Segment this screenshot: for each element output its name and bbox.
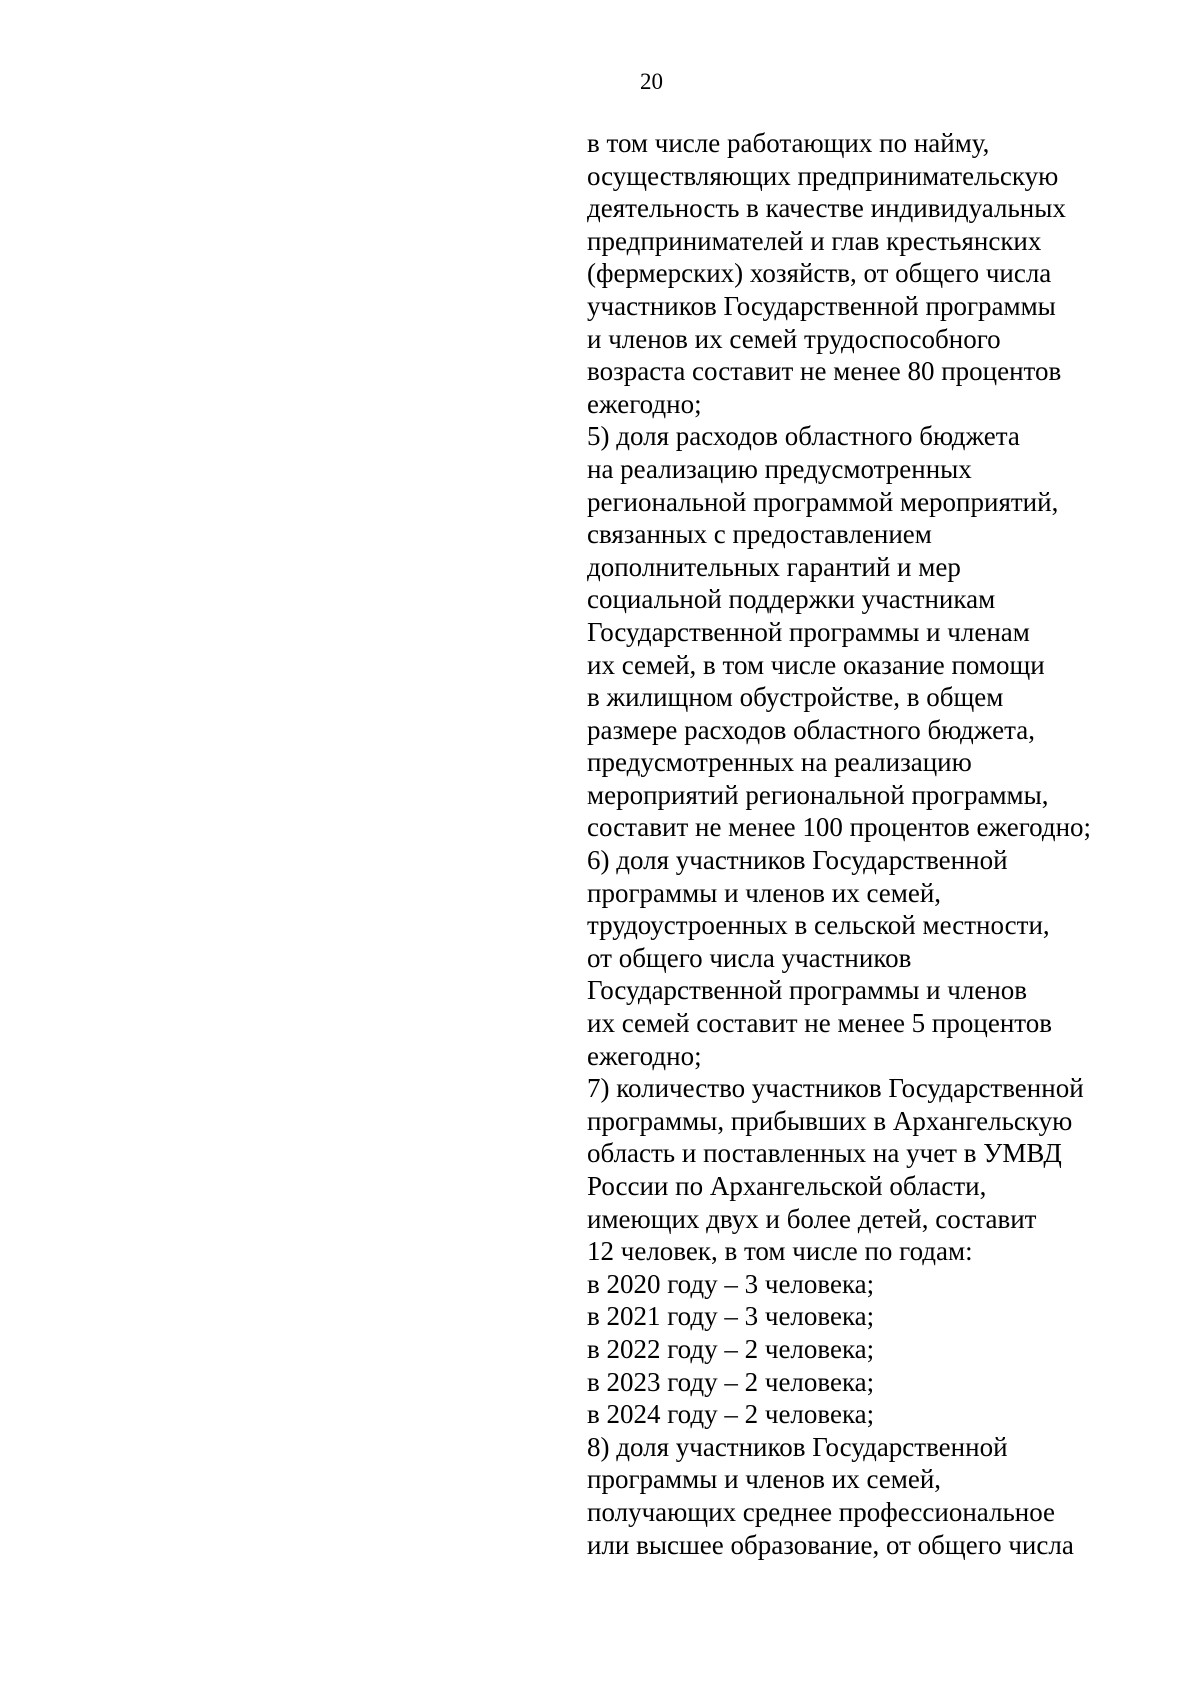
text-line: область и поставленных на учет в УМВД [587, 1138, 1062, 1169]
text-line: региональной программой мероприятий, [587, 486, 1059, 517]
text-line: в том числе работающих по найму, [587, 128, 990, 158]
text-line: в 2024 году – 2 человека; [587, 1399, 875, 1430]
text-line: программы и членов их семей, [587, 1464, 942, 1495]
text-line: 12 человек, в том числе по годам: [587, 1236, 973, 1267]
text-line: (фермерских) хозяйств, от общего числа [587, 258, 1052, 289]
text-line: предпринимателей и глав крестьянских [587, 225, 1042, 256]
text-line: 8) доля участников Государственной [587, 1431, 1008, 1462]
text-line: в 2023 году – 2 человека; [587, 1366, 875, 1397]
text-line: в 2022 году – 2 человека; [587, 1333, 875, 1364]
text-line: программы, прибывших в Архангельскую [587, 1105, 1073, 1136]
text-line: составит не менее 100 процентов ежегодно; [587, 812, 1092, 843]
text-line: в жилищном обустройстве, в общем [587, 682, 1004, 713]
text-line: дополнительных гарантий и мер [587, 551, 961, 582]
text-line: России по Архангельской области, [587, 1171, 987, 1201]
text-line: их семей, в том числе оказание помощи [587, 649, 1045, 680]
text-line: участников Государственной программы [587, 290, 1056, 321]
text-line: имеющих двух и более детей, составит [587, 1203, 1037, 1234]
text-line: мероприятий региональной программы, [587, 779, 1049, 810]
text-line: от общего числа участников [587, 942, 912, 973]
text-line: и членов их семей трудоспособного [587, 323, 1001, 354]
text-line: на реализацию предусмотренных [587, 453, 972, 484]
document-body [587, 127, 1187, 1561]
text-line: деятельность в качестве индивидуальных [587, 193, 1066, 224]
text-line: Государственной программы и членам [587, 616, 1030, 647]
text-line: социальной поддержки участникам [587, 584, 996, 615]
text-line: 6) доля участников Государственной [587, 845, 1008, 876]
text-line: получающих среднее профессиональное [587, 1496, 1056, 1527]
text-line: или высшее образование, от общего числа [587, 1529, 1074, 1560]
text-line: возраста составит не менее 80 процентов [587, 356, 1062, 387]
text-line: 5) доля расходов областного бюджета [587, 421, 1020, 452]
text-line: ежегодно; [587, 388, 702, 419]
text-line: программы и членов их семей, [587, 877, 942, 908]
text-line: связанных с предоставлением [587, 519, 932, 550]
text-line: Государственной программы и членов [587, 975, 1028, 1006]
text-line: ежегодно; [587, 1040, 702, 1071]
page-number: 20 [640, 69, 663, 94]
text-line: предусмотренных на реализацию [587, 747, 972, 778]
text-line: трудоустроенных в сельской местности, [587, 910, 1050, 941]
text-line: размере расходов областного бюджета, [587, 714, 1035, 745]
text-line: их семей составит не менее 5 процентов [587, 1008, 1052, 1039]
text-line: 7) количество участников Государственной [587, 1073, 1084, 1104]
text-line: в 2020 году – 3 человека; [587, 1268, 875, 1299]
text-line: в 2021 году – 3 человека; [587, 1301, 875, 1332]
text-line: осуществляющих предпринимательскую [587, 160, 1059, 191]
